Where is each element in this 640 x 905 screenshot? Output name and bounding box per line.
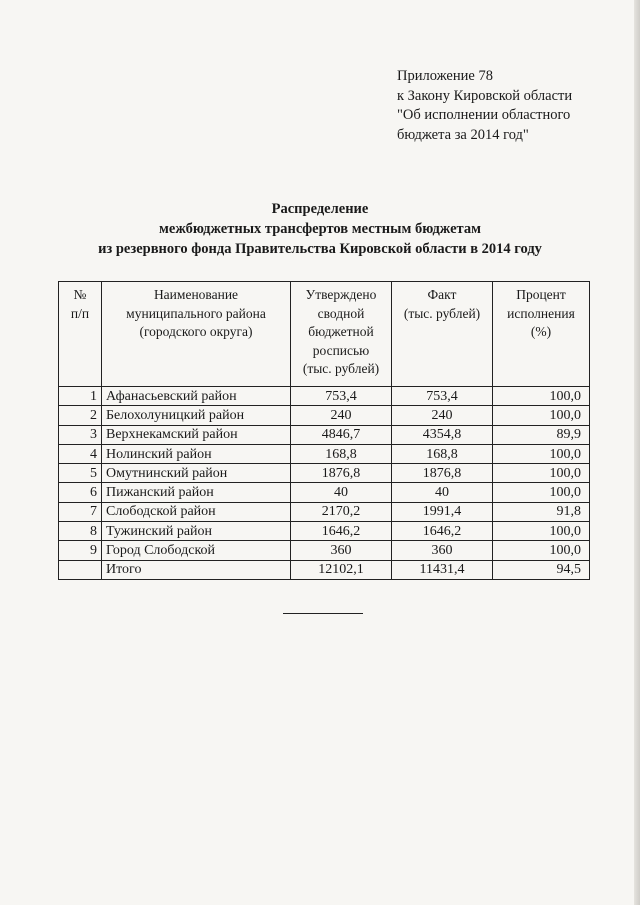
annex-line: "Об исполнении областного [397,107,571,123]
header-fact: Факт (тыс. рублей) [392,282,493,387]
table-row [59,502,590,521]
document-title [0,199,640,259]
header-percent: Процент исполнения (%) [493,282,590,387]
cell-approved: 1876,8 [291,464,392,483]
cell-fact: 1876,8 [392,464,493,483]
cell-fact: 11431,4 [392,560,493,579]
title-line: Распределение [271,201,369,217]
cell-name: Слободской район [102,502,291,521]
cell-percent: 91,8 [493,502,590,521]
cell-approved: 40 [291,483,392,502]
cell-approved: 2170,2 [291,502,392,521]
cell-fact: 1991,4 [392,502,493,521]
header-approved: Утверждено сводной бюджетной росписью (тыс. рублей) [291,282,392,387]
cell-fact: 753,4 [392,387,493,406]
cell-num: 2 [59,406,102,425]
cell-percent: 100,0 [493,541,590,560]
cell-name: Город Слободской [102,541,291,560]
table-row [59,444,590,463]
cell-fact: 40 [392,483,493,502]
cell-num: 4 [59,444,102,463]
cell-name: Итого [102,560,291,579]
cell-approved: 240 [291,406,392,425]
cell-approved: 168,8 [291,444,392,463]
cell-fact: 1646,2 [392,522,493,541]
cell-num: 7 [59,502,102,521]
distribution-table [58,281,590,580]
cell-approved: 1646,2 [291,522,392,541]
cell-name: Нолинский район [102,444,291,463]
table-row [59,425,590,444]
table-row [59,406,590,425]
cell-num: 9 [59,541,102,560]
cell-percent: 100,0 [493,464,590,483]
cell-percent: 100,0 [493,444,590,463]
cell-name: Пижанский район [102,483,291,502]
cell-approved: 12102,1 [291,560,392,579]
cell-approved: 4846,7 [291,425,392,444]
table-row [59,464,590,483]
cell-percent: 100,0 [493,406,590,425]
table-row [59,541,590,560]
table-row [59,522,590,541]
cell-approved: 360 [291,541,392,560]
cell-num: 5 [59,464,102,483]
title-line: межбюджетных трансфертов местным бюджетам [159,221,481,237]
header-num: № п/п [59,282,102,387]
end-divider [283,613,363,614]
annex-note [397,67,572,145]
cell-fact: 168,8 [392,444,493,463]
header-name: Наименование муниципального района (городского округа) [102,282,291,387]
cell-approved: 753,4 [291,387,392,406]
cell-num [59,560,102,579]
table-row [59,387,590,406]
cell-name: Тужинский район [102,522,291,541]
cell-percent: 94,5 [493,560,590,579]
cell-name: Афанасьевский район [102,387,291,406]
annex-line: Приложение 78 [397,68,493,84]
cell-num: 1 [59,387,102,406]
table-header-row [59,282,590,387]
table-row [59,483,590,502]
annex-line: к Закону Кировской области [397,87,573,104]
cell-num: 6 [59,483,102,502]
table-total-row [59,560,590,579]
cell-name: Верхнекамский район [102,425,291,444]
cell-percent: 100,0 [493,522,590,541]
cell-percent: 89,9 [493,425,590,444]
annex-line: бюджета за 2014 год" [397,126,529,143]
cell-percent: 100,0 [493,483,590,502]
title-line: из резервного фонда Правительства Кировской области в 2014 году [98,241,542,257]
cell-num: 8 [59,522,102,541]
cell-percent: 100,0 [493,387,590,406]
cell-name: Омутнинский район [102,464,291,483]
page-edge [634,0,640,905]
cell-name: Белохолуницкий район [102,406,291,425]
cell-fact: 4354,8 [392,425,493,444]
cell-fact: 360 [392,541,493,560]
cell-fact: 240 [392,406,493,425]
cell-num: 3 [59,425,102,444]
